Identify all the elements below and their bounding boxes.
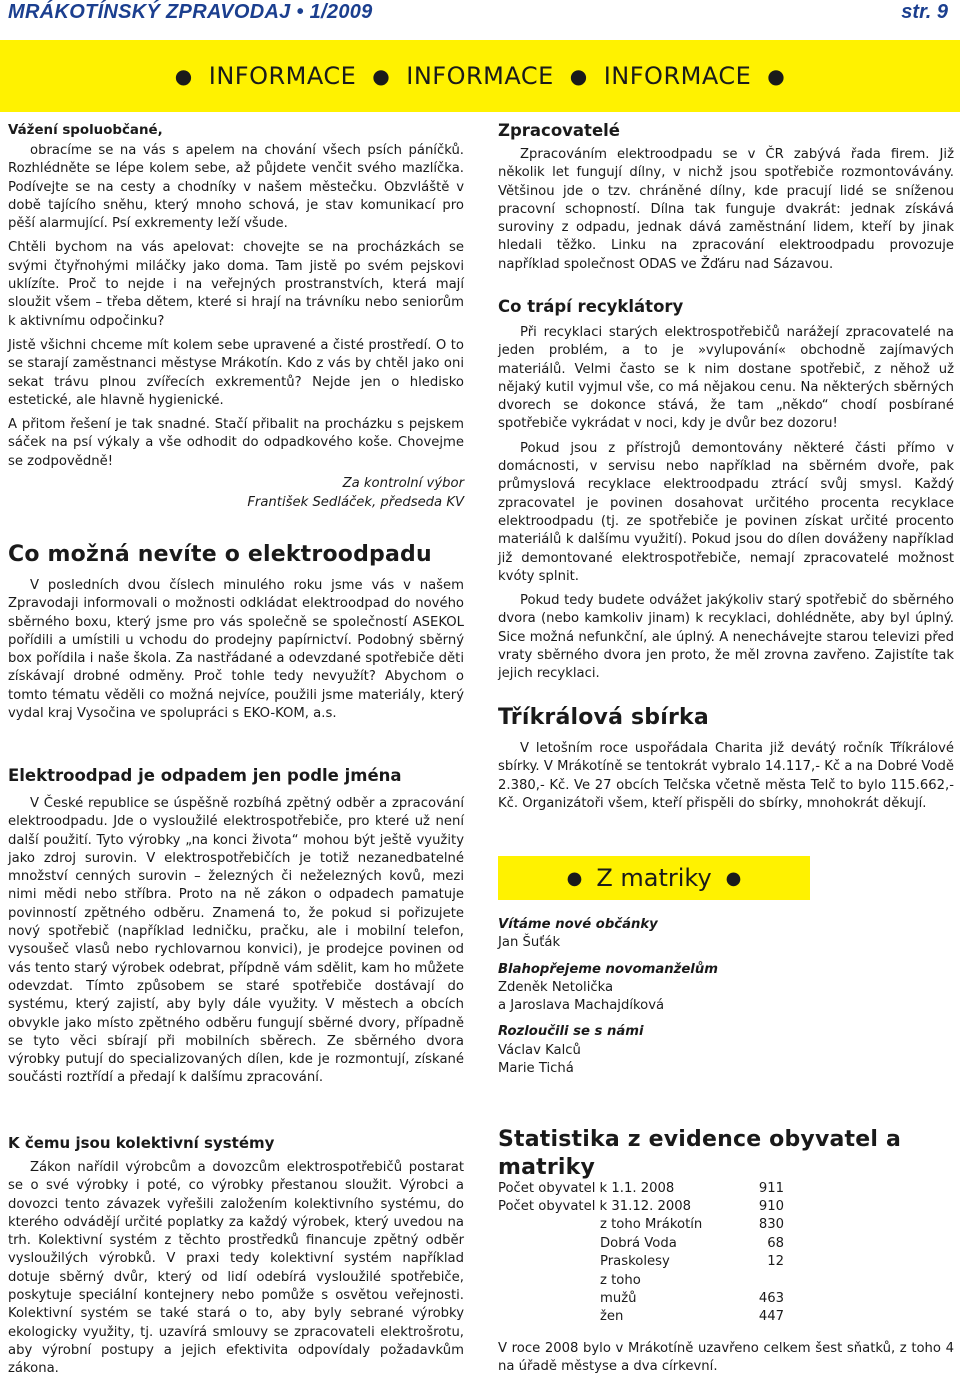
article-dogs (8, 142, 464, 512)
paragraph: V letošním roce uspořádala Charita již devátý ročník Tříkrálové sbírky. V Mrákotíně se tentokrát vybralo 14.117,- Kč a na Dobré Vodě 2.380,- Kč. Ve 27 obcích Telčska včetně města Telč to bylo 115.662,- Kč. Organizátoři všem, kteří přispěli do sbírky, mnohokrát děkují. (498, 741, 954, 811)
stat-label: žen (600, 1309, 624, 1324)
paragraph: Chtěli bychom na vás apelovat: chovejte se na procházkách se svými čtyřnohými miláčky jako doma. Tam jistě po svém pejskovi uklízíte. Proč to nejde i na veřejných prostranstvích, která mají sloužit všem – třeba dětem, které si hrají na trávníku nebo seniorům k aktivnímu odpočinku? (8, 240, 464, 329)
statistics-note (498, 1340, 954, 1377)
signature (8, 475, 464, 512)
matrix-value: Marie Tichá (498, 1061, 574, 1077)
stat-label: z toho (600, 1273, 641, 1288)
newsletter-title: MRÁKOTÍNSKÝ ZPRAVODAJ • 1/2009 (8, 1, 373, 23)
banner-word: INFORMACE (406, 62, 554, 90)
bullet-icon: ● (372, 64, 391, 88)
stat-label: Počet obyvatel k 31.12. 2008 (498, 1199, 692, 1214)
article-recyklatory (498, 296, 954, 684)
article-odpad (8, 765, 464, 1088)
paragraph: V posledních dvou číslech minulého roku jsme vás v našem Zpravodaji informovali o možnosti odkládat elektroodpad do nového sběrného boxu, který jsme pro vás společně se společností ASEKOL pořídili a umístili u vchodu do prodejny papírnictví. Podobný sběrný box pořídila i naše škola. Za nastřádané a odevzdané spotřebiče děti získávají drobné odměny. Proč tohle tedy nevyužít? Abychom o tomto tématu věděli co možná nejvíce, použili jsme materiály, který vydal kraj Vysočina ve spolupráci s EKO-KOM, a.s. (8, 578, 464, 722)
stat-value: 910 (758, 1199, 784, 1214)
greeting-text: Vážení spoluobčané, (8, 123, 163, 138)
headline: Tříkrálová sbírka (498, 705, 709, 730)
article-zpracovatele (498, 120, 954, 274)
banner-word: INFORMACE (603, 62, 752, 90)
paragraph: Při recyklaci starých elektrospotřebičů narážejí zpracovatelé na jeden problém, a to je »vylupování« obchodně zajímavých materiálů. Velmi často se k nim dostane spotřebič, z něhož už nějaký kutil vyjmul vše, co má nějakou cenu. Na některých sběrných dvorech se dokonce stává, že tam „někdo“ chodí posbírané spotřebiče vykrádat v noci, kdy je dvůr bez dozoru! (498, 325, 954, 432)
stat-value: 830 (758, 1217, 784, 1232)
article-kolektivni (8, 1133, 464, 1379)
headline: Statistika z evidence obyvatel a matriky (498, 1127, 902, 1180)
stat-value: 911 (758, 1181, 784, 1196)
paragraph: Pokud jsou z přístrojů demontovány některé části přímo v domácnosti, v servisu nebo například na sběrném dvoře, pak průmyslová recyklace elektroodpadu ztrácí svůj smysl. Každý zpracovatel je povinen dosahovat určitého procenta recyklace elektroodpadu (tj. ze spotřebiče je povinen získat určité procento materiálů k dalšímu využití). Pokud jsou do dílen dováženy například již demontované elektrospotřebiče, nemají zpracovatelé možnost kvóty splnit. (498, 440, 954, 584)
stat-label: z toho Mrákotín (600, 1217, 703, 1232)
page-header (0, 0, 960, 30)
stat-value: 12 (767, 1254, 784, 1269)
subheading: K čemu jsou kolektivní systémy (8, 1134, 275, 1152)
stat-value: 447 (758, 1309, 784, 1324)
info-banner (0, 40, 960, 112)
stat-value: 463 (758, 1291, 784, 1306)
bullet-icon: ● (725, 867, 742, 889)
matrix-label: Vítáme nové občánky (498, 917, 658, 932)
matrix-label: Blahopřejeme novomanželům (498, 961, 718, 977)
paragraph: Zákon nařídil výrobcům a dovozcům elektrospotřebičů postarat se o své výrobky i poté, co výrobky přestanou sloužit. Výrobci a dovozci tento závazek vyřešili založením kolektivního systému, do kterého odvádějí určité poplatky za každý výrobek, který uvedou na trh. Kolektivní systém z těchto prostředků financuje zpětný odběr vysloužilých výrobků. V praxi tedy kolektivní systém například dotuje sběrný dvůr, který od lidí odebírá vysloužilé spotřebiče, poskytuje speciální kontejnery nebo pomůže s osvětou veřejnosti. Kolektivní systém se také stará o to, aby byly sebrané výrobky ekologicky využity, tj. uzavírá smlouvy se zpracovateli elektrošrotu, aby výrobní postupy a jejich efektivita odpovídaly požadavkům zákona. (8, 1160, 464, 1377)
bullet-icon: ● (174, 64, 193, 88)
greeting (8, 122, 464, 140)
headline: Co možná nevíte o elektroodpadu (8, 542, 432, 567)
paragraph: Zpracováním elektroodpadu se v ČR zabývá řada firem. Již několik let fungují dílny, v nichž jsou spotřebiče rozmontovávány. Většinou jde o tzv. chráněné dílny, kde pracují lidé se sníženou pracovní schopností. Dílna tak funguje dvakrát: jednak získává suroviny z odpadu, jednak dává zaměstnání lidem, kteří by jinak hledali těžko. Linku na zpracování elektroodpadu provozuje například společnost ODAS ve Žďáru nad Sázavou. (498, 147, 954, 272)
matrix-title: Z matriky (596, 864, 712, 892)
stat-value: 68 (767, 1236, 784, 1251)
paragraph: Pokud tedy budete odvážet jakýkoliv starý spotřebič do sběrného dvora (nebo kamkoliv jinam) k recyklaci, dohlédněte, aby byl úplný. Sice možná nefunkční, ale úplný. A nenechávejte starou televizi před vraty sběrného dvora jen proto, že měl zrovna zavřeno. Zajistíte tak jejich recyklaci. (498, 593, 954, 682)
bullet-icon: ● (566, 867, 583, 889)
signature-line: Za kontrolní výbor (342, 476, 464, 492)
signature-line: František Sedláček, předseda KV (247, 494, 464, 510)
bullet-icon: ● (767, 64, 786, 88)
subheading: Co trápí recyklátory (498, 297, 684, 316)
paragraph: obracíme se na vás s apelem na chování všech psích páníčků. Rozhlédněte se lépe kolem sebe, až půjdete venčit svého mazlíčka. Podívejte se na cesty a chodníky v našem městečku. Obzvláště v době tajícího sněhu, který mnoho schová, je stav komunikací pro pěší alarmující. Psí exkrementy leží všude. (8, 143, 464, 232)
matrix-section (498, 916, 798, 1078)
bullet-icon: ● (569, 64, 588, 88)
paragraph: A přitom řešení je tak snadné. Stačí přibalit na procházku s pejskem sáček na psí výkaly a vše odhodit do odpadkového koše. Chovejme se zodpovědně! (8, 417, 464, 469)
banner-word: INFORMACE (208, 62, 357, 90)
matrix-banner (498, 856, 810, 900)
matrix-value: Jan Šuťák (498, 935, 561, 951)
matrix-value: Václav Kalců (498, 1042, 581, 1058)
page-number: str. 9 (901, 1, 948, 23)
article-trikralova (498, 704, 954, 813)
subheading: Elektroodpad je odpadem jen podle jména (8, 766, 402, 785)
matrix-value: Zdeněk Netolička (498, 979, 614, 995)
paragraph: Jistě všichni chceme mít kolem sebe upravené a čisté prostředí. O to se starají zaměstnanci městyse Mrákotín. Kdo z vás by chtěl jako oni sekat trávu plnou zvířecích exkrementů? Nejde jen o hledisko estetické, ale hlavně hygienické. (8, 337, 464, 408)
stat-label: Počet obyvatel k 1.1. 2008 (498, 1181, 675, 1196)
matrix-value: a Jaroslava Machajdíková (498, 998, 665, 1014)
statistics-heading (498, 1126, 954, 1182)
article-elektro (8, 541, 464, 723)
stat-label: Dobrá Voda (600, 1236, 677, 1251)
paragraph: V roce 2008 bylo v Mrákotíně uzavřeno celkem šest sňatků, z toho 4 na úřadě městyse a dva církevní. (498, 1341, 954, 1375)
matrix-label: Rozloučili se s námi (498, 1024, 644, 1040)
stat-label: mužů (600, 1291, 637, 1306)
stat-label: Praskolesy (600, 1254, 670, 1269)
subheading: Zpracovatelé (498, 121, 620, 140)
paragraph: V České republice se úspěšně rozbíhá zpětný odběr a zpracování elektroodpadu. Jde o vysloužilé elektrospotřebiče, pro které už není další použití. Tyto výrobky „na konci života“ mohou být ještě využity jako zdroj surovin. V elektrospotřebičích je totiž nezanedbatelné množství cenných surovin – železných či neželezných kovů, mezi nimi mědi nebo stříbra. Proto na ně zákon o odpadech pamatuje povinností zpětného odběru. Znamená to, že pokud si pořizujete nový spotřebič (například ledničku, pračku, ale i mobilní telefon, vysoušeč vlasů nebo rychlovarnou konvici), je prodejce povinen od vás tento starý výrobek odebrat, přípdně vám sdělit, kam ho můžete odevzdat. Tímto způsobem se staré spotřebiče dostávají do systému, který zajistí, aby byly dále využity. V městech a obcích obvykle jako místo zpětného odběru fungují sběrné dvory, případně se tyto věci sbírají při mobilních sběrech. Ze sběrného dvora výrobky putují do specializovaných dílen, kde je rozmontují, získané součásti roztřídí a předají k dalšímu zpracování. (8, 796, 464, 1086)
